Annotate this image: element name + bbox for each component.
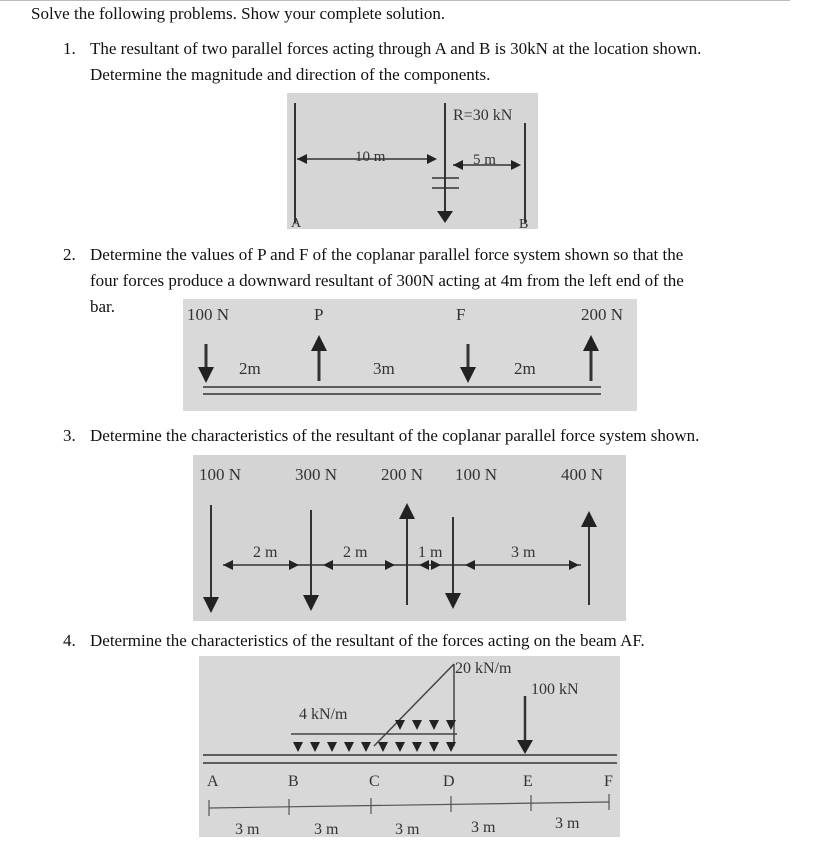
force-f-label: F xyxy=(456,305,466,324)
force-100n-label: 100 N xyxy=(199,465,242,484)
problem-3-number: 3. xyxy=(63,426,76,445)
dim-label-5m: 5 m xyxy=(473,152,496,168)
figure-2-photo xyxy=(183,299,637,411)
problem-2-line-1: Determine the values of P and F of the coplanar parallel force system shown so that the xyxy=(90,245,684,264)
dim-1m: 1 m xyxy=(418,544,443,561)
point-f: F xyxy=(604,773,613,790)
dim-2m-b: 2 m xyxy=(343,544,368,561)
force-400n-label: 400 N xyxy=(561,465,604,484)
problem-4-line-1: Determine the characteristics of the resultant of the forces acting on the beam AF. xyxy=(90,631,645,650)
dim-2m-b: 2m xyxy=(514,359,536,378)
figure-4-photo xyxy=(199,656,620,837)
problem-1-line-1: The resultant of two parallel forces acting through A and B is 30kN at the location shown. xyxy=(90,39,702,58)
problem-4-number: 4. xyxy=(63,631,76,650)
dim-3m: 3 m xyxy=(511,544,536,561)
point-e: E xyxy=(523,773,533,790)
span-cd: 3 m xyxy=(395,821,420,837)
problem-2-number: 2. xyxy=(63,245,76,264)
load-20knm-label: 20 kN/m xyxy=(455,660,512,677)
force-200n-label: 200 N xyxy=(381,465,424,484)
problem-2-line-2: four forces produce a downward resultant of 300N acting at 4m from the left end of the xyxy=(90,271,684,290)
problem-1-line-2: Determine the magnitude and direction of the components. xyxy=(90,65,491,84)
instructions: Solve the following problems. Show your complete solution. xyxy=(31,4,446,23)
span-ab: 3 m xyxy=(235,821,260,837)
point-c: C xyxy=(369,773,380,790)
label-a: A xyxy=(291,216,302,229)
figure-3-photo xyxy=(193,455,626,621)
span-bc: 3 m xyxy=(314,821,339,837)
load-100kn-label: 100 kN xyxy=(531,681,579,698)
figure-1-photo xyxy=(287,93,538,229)
label-b: B xyxy=(519,217,529,229)
point-a: A xyxy=(207,773,219,790)
top-rule xyxy=(0,0,790,1)
force-200n-label: 200 N xyxy=(581,305,624,324)
force-100n-label: 100 N xyxy=(187,305,230,324)
dim-3m: 3m xyxy=(373,359,395,378)
span-ef: 3 m xyxy=(555,815,580,832)
dim-label-10m: 10 m xyxy=(355,149,386,165)
force-300n-label: 300 N xyxy=(295,465,338,484)
dim-2m-a: 2m xyxy=(239,359,261,378)
problem-2-line-3: bar. xyxy=(90,297,116,316)
span-de: 3 m xyxy=(471,819,496,836)
force-p-label: P xyxy=(314,305,324,324)
force-100n-b-label: 100 N xyxy=(455,465,498,484)
point-b: B xyxy=(288,773,299,790)
dim-2m-a: 2 m xyxy=(253,544,278,561)
point-d: D xyxy=(443,773,455,790)
load-4knm-label: 4 kN/m xyxy=(299,706,348,723)
resultant-label: R=30 kN xyxy=(453,107,513,124)
problem-3-line-1: Determine the characteristics of the resultant of the coplanar parallel force system shown. xyxy=(90,426,700,445)
problem-1-number: 1. xyxy=(63,39,76,58)
